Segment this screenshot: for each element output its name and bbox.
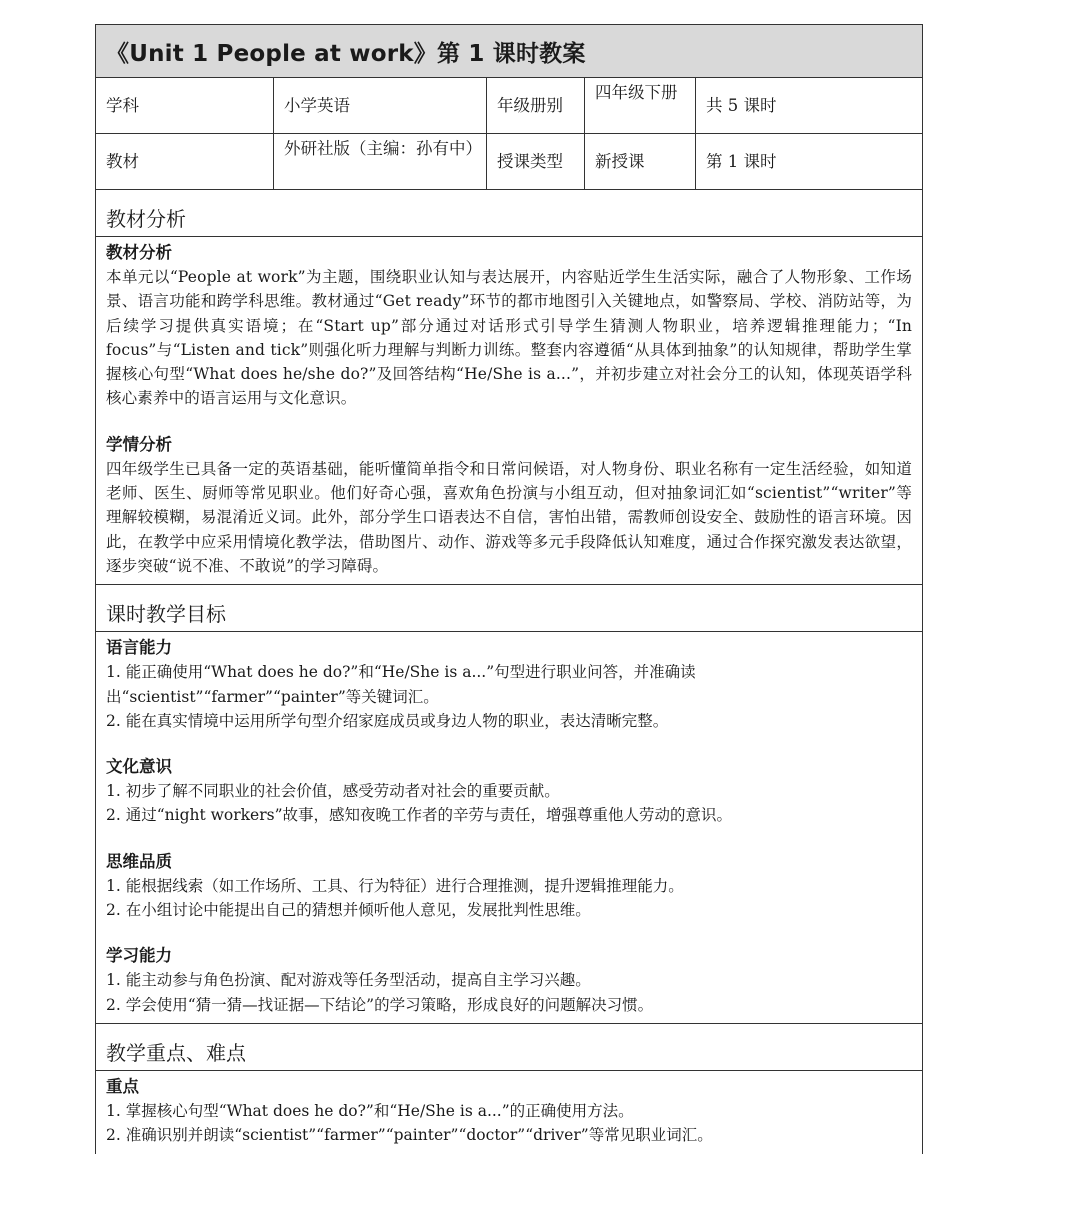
value-total-lessons: 共 5 课时: [706, 95, 777, 115]
keypoint-item: 1. 掌握核心句型“What does he do?”和“He/She is a...”的正确使用方法。: [106, 1101, 634, 1120]
objective-item: 1. 能正确使用“What does he do?”和“He/She is a...”句型进行职业问答，并准确读出“scientist”“farmer”“painter”等关键词汇。: [106, 663, 696, 706]
value-grade: 四年级下册: [585, 78, 696, 133]
label-grade: 年级册别: [487, 78, 585, 133]
label-textbook: 教材: [96, 134, 274, 189]
objective-item: 1. 能根据线索（如工作场所、工具、行为特征）进行合理推测，提升逻辑推理能力。: [106, 876, 684, 895]
objective-item: 1. 初步了解不同职业的社会价值，感受劳动者对社会的重要贡献。: [106, 782, 560, 801]
subheading-material: 教材分析: [106, 243, 172, 262]
subheading-learning: 学习能力: [106, 946, 172, 966]
value-textbook: 外研社版（主编：孙有中）: [274, 134, 487, 189]
subheading-culture: 文化意识: [106, 757, 172, 777]
objective-item: 2. 通过“night workers”故事，感知夜晚工作者的辛劳与责任，增强尊重他人劳动的意识。: [106, 806, 733, 825]
objective-item: 2. 在小组讨论中能提出自己的猜想并倾听他人意见，发展批判性思维。: [106, 901, 591, 920]
objective-item: 2. 学会使用“猜一猜—找证据—下结论”的学习策略，形成良好的问题解决习惯。: [106, 995, 654, 1014]
section-body-keypoints: [96, 1071, 922, 1154]
label-lesson-type: 授课类型: [487, 134, 585, 189]
value-subject: 小学英语: [274, 78, 487, 133]
section-body-objectives: [96, 632, 922, 1024]
section-body-analysis: [96, 237, 922, 585]
objective-item: 1. 能主动参与角色扮演、配对游戏等任务型活动，提高自主学习兴趣。: [106, 971, 591, 990]
paragraph-students: 四年级学生已具备一定的英语基础，能听懂简单指令和日常问候语，对人物身份、职业名称有一定生活经验，如知道老师、医生、厨师等常见职业。他们好奇心强，喜欢角色扮演与小组互动，但对抽象词汇如“scientist”“writer”等理解较模糊，易混淆近义词。此外，部分学生口语表达不自信，害怕出错，需教师创设安全、鼓励性的语言环境。因此，在教学中应采用情境化教学法，借助图片、动作、游戏等多元手段降低认知难度，通过合作探究激发表达欲望，逐步突破“说不准、不敢说”的学习障碍。: [106, 459, 912, 575]
paragraph-material: 本单元以“People at work”为主题，围绕职业认知与表达展开，内容贴近学生生活实际，融合了人物形象、工作场景、语言功能和跨学科思维。教材通过“Get ready”环节的都市地图引入关键地点，如警察局、学校、消防站等，为后续学习提供真实语境；在“Start up”部分通过对话形式引导学生猜测人物职业，培养逻辑推理能力；“In focus”与“Listen and tick”则强化听力理解与判断力训练。整套内容遵循“从具体到抽象”的认知规律，帮助学生掌握核心句型“What does he/she do?”及回答结构“He/She is a...”，并初步建立对社会分工的认知，体现英语学科核心素养中的语言运用与文化意识。: [106, 268, 912, 408]
section-heading-analysis: 教材分析: [96, 190, 922, 237]
info-row-textbook: [96, 134, 922, 190]
subheading-language: 语言能力: [106, 638, 172, 658]
subheading-thinking: 思维品质: [106, 851, 172, 871]
subheading-key: 重点: [106, 1076, 139, 1096]
subheading-students: 学情分析: [106, 434, 172, 454]
objective-item: 2. 能在真实情境中运用所学句型介绍家庭成员或身边人物的职业，表达清晰完整。: [106, 711, 669, 730]
value-lesson-number: 第 1 课时: [706, 151, 777, 171]
info-row-subject: [96, 78, 922, 134]
section-heading-objectives: 课时教学目标: [96, 585, 922, 632]
value-lesson-type: 新授课: [585, 134, 696, 189]
lesson-plan-document: [95, 24, 923, 1154]
document-title: 《Unit 1 People at work》第 1 课时教案: [96, 25, 922, 78]
section-heading-keypoints: 教学重点、难点: [96, 1024, 922, 1071]
keypoint-item: 2. 准确识别并朗读“scientist”“farmer”“painter”“doctor”“driver”等常见职业词汇。: [106, 1126, 713, 1145]
label-subject: 学科: [96, 78, 274, 133]
